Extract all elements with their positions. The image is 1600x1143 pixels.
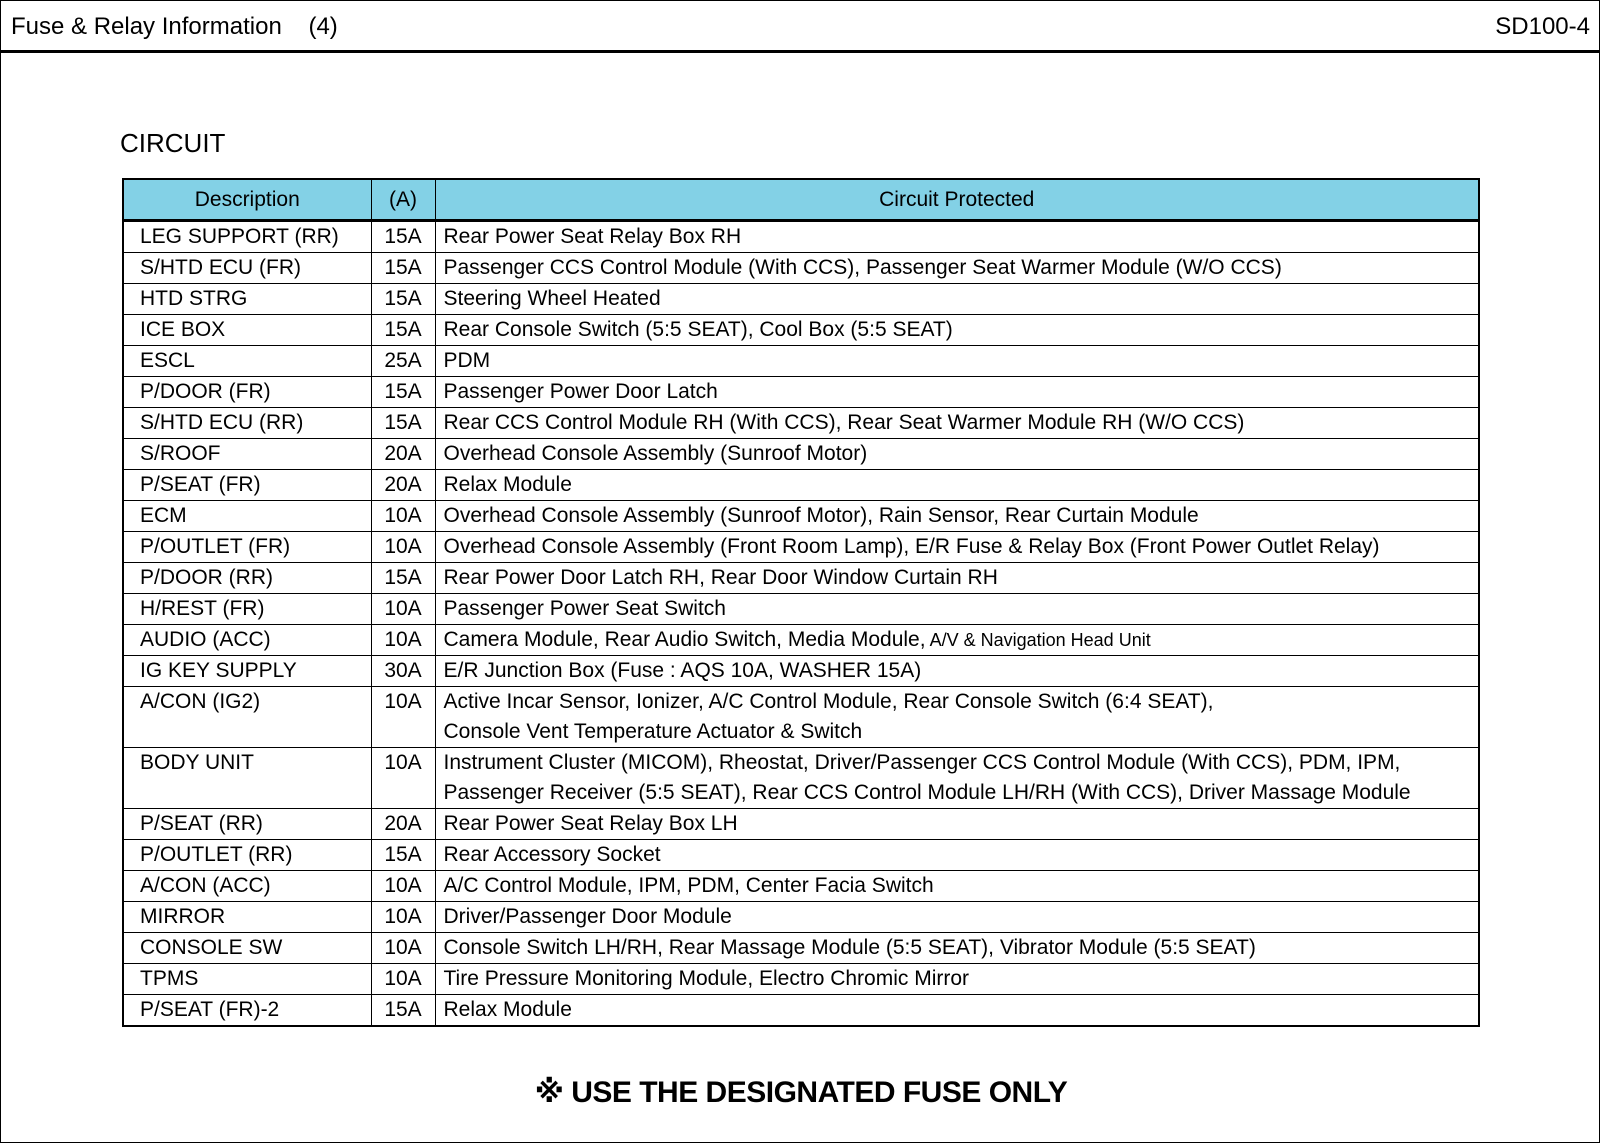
page-title: Fuse & Relay Information (4): [11, 13, 338, 40]
circuit-text: Relax Module: [443, 473, 572, 496]
fuse-description: S/HTD ECU (RR): [123, 408, 371, 439]
fuse-description: P/DOOR (RR): [123, 563, 371, 594]
circuit-protected: [435, 656, 1479, 687]
circuit-text-small: A/V & Navigation Head Unit: [925, 630, 1151, 650]
page-code: SD100-4: [1495, 13, 1590, 40]
fuse-description: P/DOOR (FR): [123, 377, 371, 408]
fuse-rating: 15A: [371, 315, 435, 346]
table-row: [123, 221, 1479, 253]
fuse-rating: 10A: [371, 748, 435, 809]
circuit-protected: [435, 840, 1479, 871]
circuit-protected: [435, 532, 1479, 563]
circuit-text: Passenger CCS Control Module (With CCS), Passenger Seat Warmer Module (W/O CCS): [443, 256, 1282, 279]
table-row: [123, 625, 1479, 656]
footer-note: ※ USE THE DESIGNATED FUSE ONLY: [534, 1076, 1068, 1109]
table-row: [123, 501, 1479, 532]
circuit-text: Overhead Console Assembly (Front Room Lamp), E/R Fuse & Relay Box (Front Power Outlet Relay): [443, 535, 1380, 558]
circuit-text: Instrument Cluster (MICOM), Rheostat, Driver/Passenger CCS Control Module (With CCS), PDM, IPM,: [443, 751, 1401, 774]
fuse-description: AUDIO (ACC): [123, 625, 371, 656]
page-header: [1, 1, 1599, 53]
circuit-protected: [435, 902, 1479, 933]
fuse-rating: 10A: [371, 871, 435, 902]
circuit-protected: [435, 346, 1479, 377]
fuse-description: CONSOLE SW: [123, 933, 371, 964]
fuse-rating: 15A: [371, 253, 435, 284]
fuse-rating: 15A: [371, 377, 435, 408]
circuit-text: Rear Power Seat Relay Box LH: [443, 812, 738, 835]
table-row: [123, 871, 1479, 902]
table-row: [123, 408, 1479, 439]
circuit-protected: [435, 964, 1479, 995]
fuse-description: BODY UNIT: [123, 748, 371, 809]
column-header-ampere: (A): [371, 179, 435, 221]
fuse-rating: 15A: [371, 221, 435, 253]
fuse-description: P/SEAT (FR): [123, 470, 371, 501]
fuse-description: P/OUTLET (FR): [123, 532, 371, 563]
circuit-protected: [435, 594, 1479, 625]
circuit-protected: [435, 748, 1479, 809]
table-row: [123, 594, 1479, 625]
fuse-description: TPMS: [123, 964, 371, 995]
circuit-protected: [435, 687, 1479, 748]
circuit-protected: [435, 871, 1479, 902]
fuse-rating: 10A: [371, 501, 435, 532]
circuit-protected: [435, 221, 1479, 253]
table-row: [123, 439, 1479, 470]
circuit-protected: [435, 809, 1479, 840]
table-row: [123, 470, 1479, 501]
fuse-rating: 20A: [371, 470, 435, 501]
circuit-protected: [435, 995, 1479, 1027]
circuit-text: Steering Wheel Heated: [443, 287, 661, 310]
fuse-description: P/OUTLET (RR): [123, 840, 371, 871]
table-row: [123, 532, 1479, 563]
fuse-rating: 10A: [371, 625, 435, 656]
circuit-text: Rear Console Switch (5:5 SEAT), Cool Box (5:5 SEAT): [443, 318, 953, 341]
table-row: [123, 377, 1479, 408]
fuse-description: S/ROOF: [123, 439, 371, 470]
fuse-rating: 20A: [371, 809, 435, 840]
fuse-description: ESCL: [123, 346, 371, 377]
circuit-protected: [435, 315, 1479, 346]
circuit-protected: [435, 563, 1479, 594]
circuit-text-line2: Console Vent Temperature Actuator & Switch: [443, 720, 863, 743]
fuse-rating: 25A: [371, 346, 435, 377]
circuit-protected: [435, 501, 1479, 532]
table-row: [123, 809, 1479, 840]
fuse-rating: 10A: [371, 594, 435, 625]
column-header-description: Description: [123, 179, 371, 221]
table-row: [123, 687, 1479, 748]
circuit-protected: [435, 284, 1479, 315]
table-row: [123, 563, 1479, 594]
circuit-text: Rear CCS Control Module RH (With CCS), Rear Seat Warmer Module RH (W/O CCS): [443, 411, 1245, 434]
table-row: [123, 964, 1479, 995]
circuit-text: Relax Module: [443, 998, 572, 1021]
fuse-rating: 10A: [371, 902, 435, 933]
fuse-description: ECM: [123, 501, 371, 532]
table-body: [123, 221, 1479, 1027]
circuit-protected: [435, 470, 1479, 501]
circuit-text: Driver/Passenger Door Module: [443, 905, 732, 928]
fuse-description: H/REST (FR): [123, 594, 371, 625]
circuit-text: E/R Junction Box (Fuse : AQS 10A, WASHER 15A): [443, 659, 922, 682]
fuse-rating: 10A: [371, 532, 435, 563]
table-row: [123, 933, 1479, 964]
circuit-text: Passenger Power Seat Switch: [443, 597, 726, 620]
section-label: CIRCUIT: [120, 128, 226, 158]
table-row: [123, 656, 1479, 687]
fuse-rating: 15A: [371, 995, 435, 1027]
table-row: [123, 995, 1479, 1027]
circuit-text: Console Switch LH/RH, Rear Massage Module (5:5 SEAT), Vibrator Module (5:5 SEAT): [443, 936, 1256, 959]
circuit-text: Overhead Console Assembly (Sunroof Motor): [443, 442, 868, 465]
fuse-description: HTD STRG: [123, 284, 371, 315]
circuit-text: Active Incar Sensor, Ionizer, A/C Control Module, Rear Console Switch (6:4 SEAT),: [443, 690, 1214, 713]
fuse-rating: 15A: [371, 408, 435, 439]
fuse-rating: 15A: [371, 284, 435, 315]
fuse-rating: 15A: [371, 563, 435, 594]
table-row: [123, 284, 1479, 315]
circuit-protected: [435, 377, 1479, 408]
table-row: [123, 902, 1479, 933]
table-row: [123, 748, 1479, 809]
table-row: [123, 315, 1479, 346]
column-header-circuit-protected: Circuit Protected: [435, 179, 1479, 221]
circuit-text: PDM: [443, 349, 491, 372]
fuse-rating: 10A: [371, 964, 435, 995]
fuse-description: S/HTD ECU (FR): [123, 253, 371, 284]
circuit-text: Overhead Console Assembly (Sunroof Motor), Rain Sensor, Rear Curtain Module: [443, 504, 1199, 527]
fuse-description: A/CON (ACC): [123, 871, 371, 902]
fuse-description: P/SEAT (RR): [123, 809, 371, 840]
fuse-description: P/SEAT (FR)-2: [123, 995, 371, 1027]
fuse-description: ICE BOX: [123, 315, 371, 346]
circuit-text: Tire Pressure Monitoring Module, Electro Chromic Mirror: [443, 967, 970, 990]
circuit-text: Rear Power Seat Relay Box RH: [443, 225, 742, 248]
fuse-rating: 15A: [371, 840, 435, 871]
circuit-table: [122, 178, 1480, 1027]
circuit-protected: [435, 253, 1479, 284]
fuse-description: A/CON (IG2): [123, 687, 371, 748]
fuse-description: IG KEY SUPPLY: [123, 656, 371, 687]
fuse-description: LEG SUPPORT (RR): [123, 221, 371, 253]
fuse-rating: 10A: [371, 933, 435, 964]
table-row: [123, 253, 1479, 284]
fuse-rating: 30A: [371, 656, 435, 687]
circuit-text: Camera Module, Rear Audio Switch, Media Module,: [443, 628, 926, 651]
circuit-text: A/C Control Module, IPM, PDM, Center Facia Switch: [443, 874, 934, 897]
table-row: [123, 840, 1479, 871]
fuse-rating: 10A: [371, 687, 435, 748]
fuse-description: MIRROR: [123, 902, 371, 933]
circuit-text: Passenger Power Door Latch: [443, 380, 718, 403]
circuit-text: Rear Accessory Socket: [443, 843, 661, 866]
circuit-protected: [435, 933, 1479, 964]
fuse-rating: 20A: [371, 439, 435, 470]
circuit-text-line2: Passenger Receiver (5:5 SEAT), Rear CCS Control Module LH/RH (With CCS), Driver Massage Module: [443, 781, 1411, 804]
table-header-row: [123, 179, 1479, 221]
table-row: [123, 346, 1479, 377]
circuit-protected: [435, 439, 1479, 470]
circuit-text: Rear Power Door Latch RH, Rear Door Window Curtain RH: [443, 566, 998, 589]
circuit-protected: [435, 408, 1479, 439]
circuit-protected: [435, 625, 1479, 656]
